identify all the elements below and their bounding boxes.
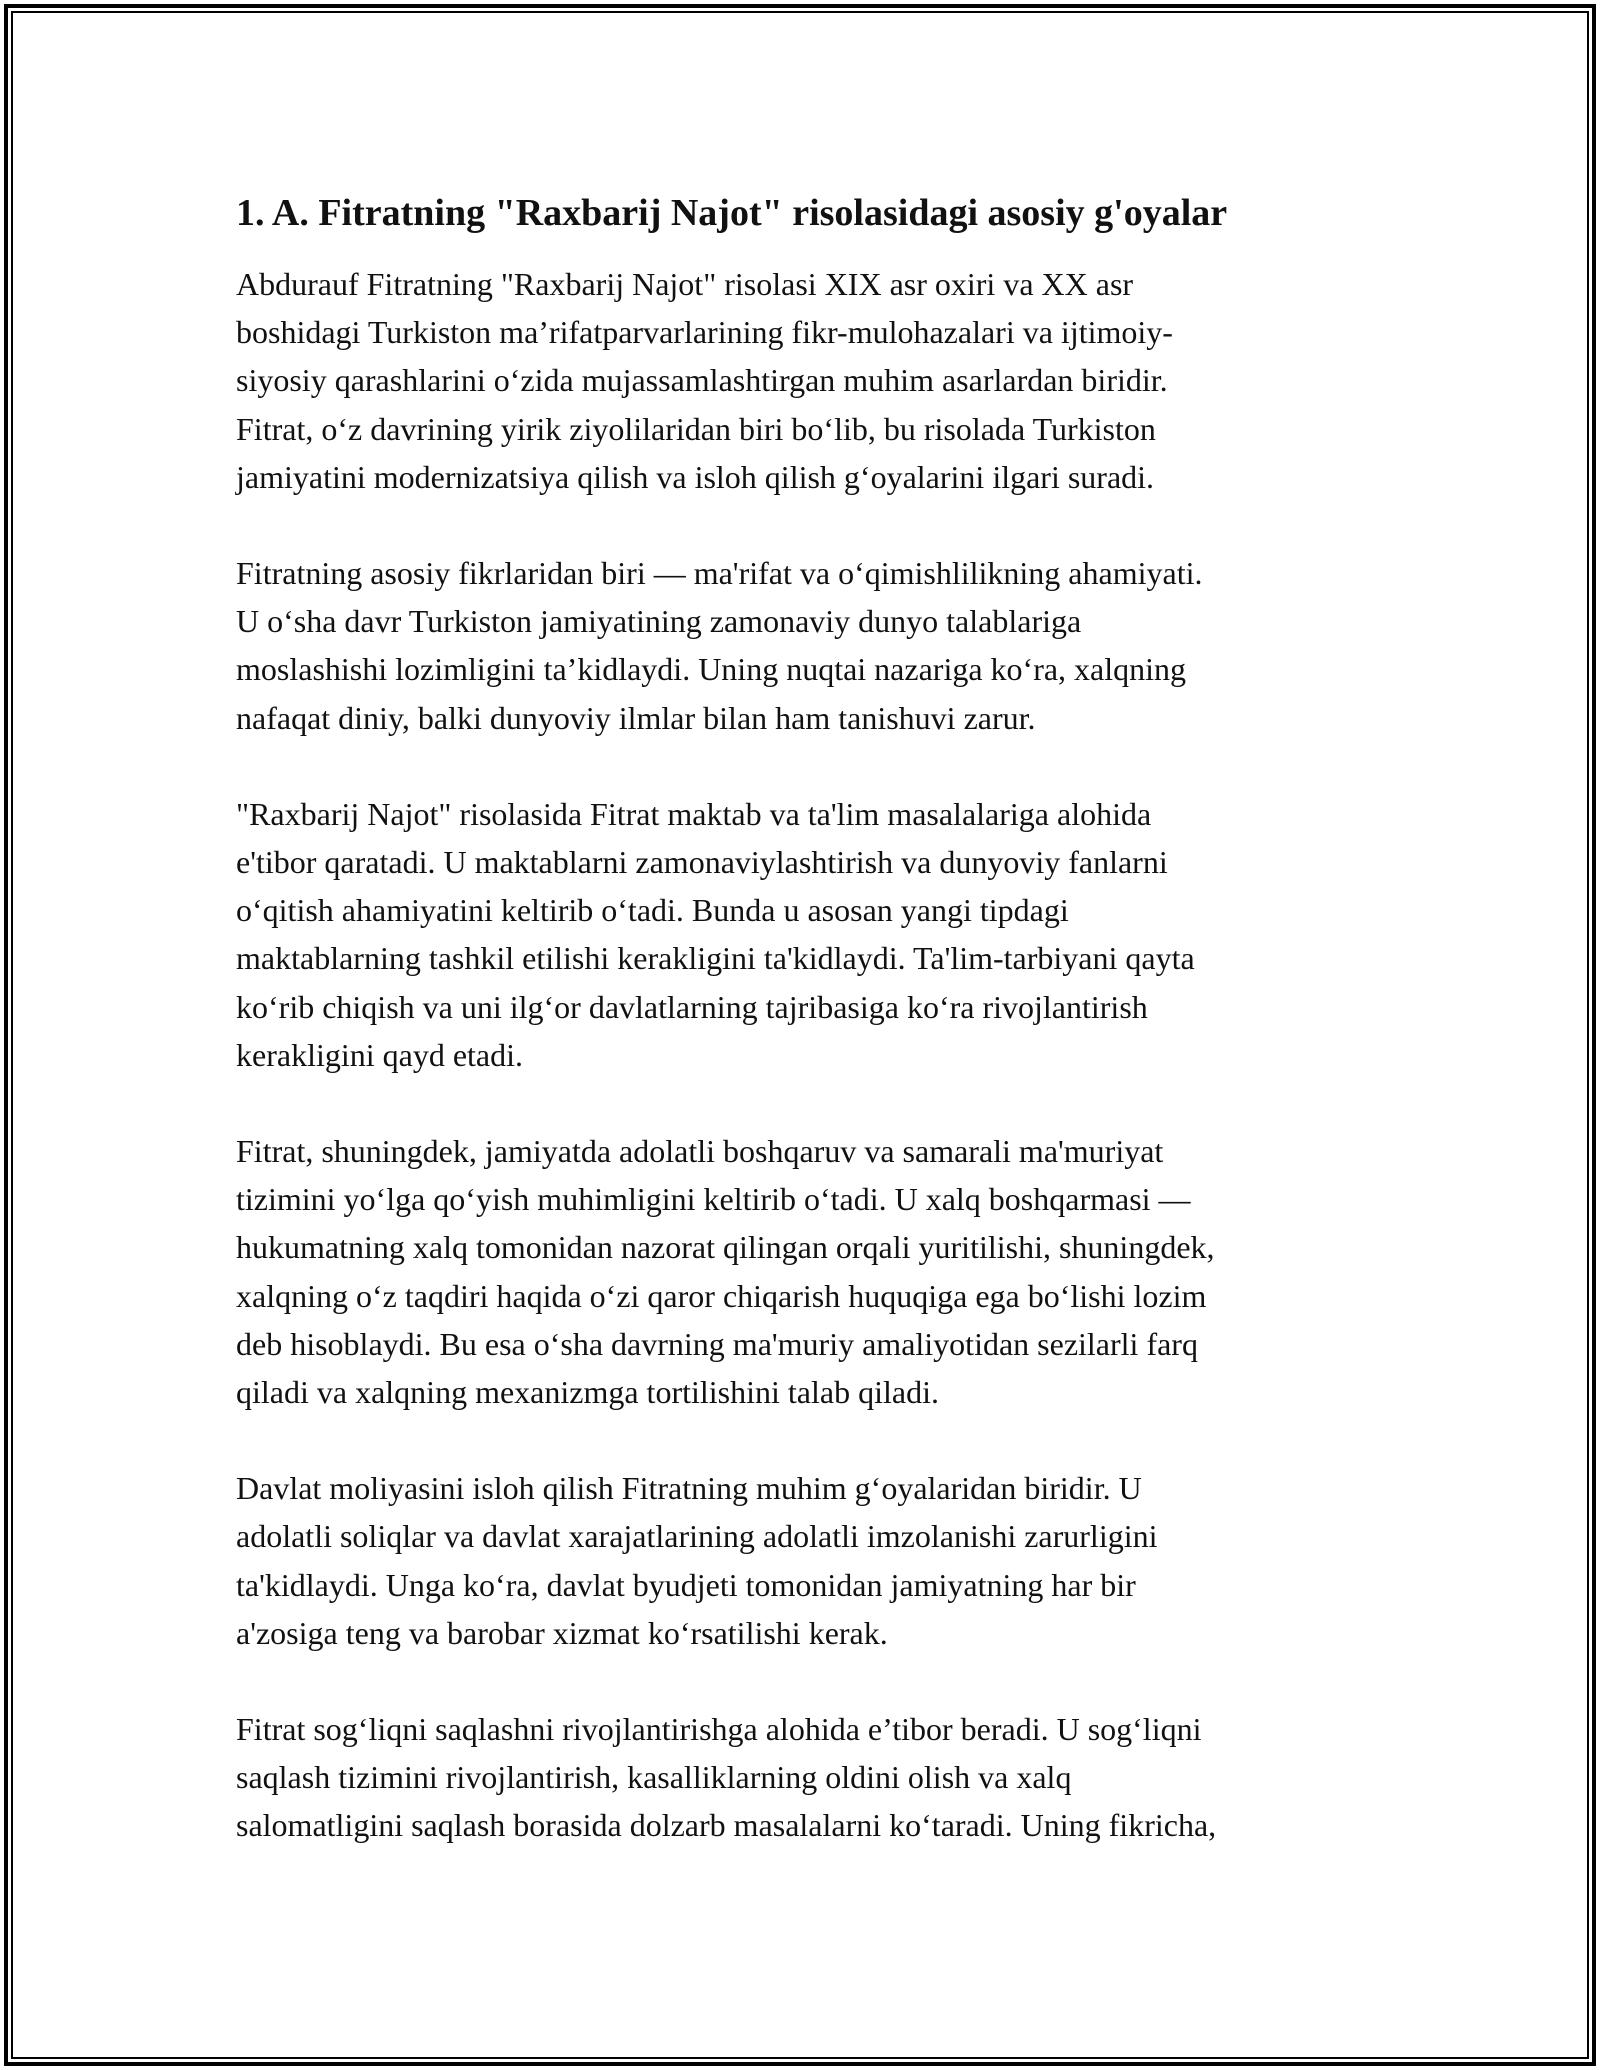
document-title: 1. A. Fitratning "Raxbarij Najot" risolasidagi asosiy g'oyalar bbox=[236, 192, 1228, 234]
paragraph-line: moslashishi lozimligini ta’kidlaydi. Uning nuqtai nazariga ko‘ra, xalqning bbox=[236, 651, 1187, 688]
paragraph-line: maktablarning tashkil etilishi kerakligini ta'kidlaydi. Ta'lim-tarbiyani qayta bbox=[236, 940, 1195, 977]
paragraph-line: e'tibor qaratadi. U maktablarni zamonaviylashtirish va dunyoviy fanlarni bbox=[236, 844, 1168, 881]
paragraph-line: adolatli soliqlar va davlat xarajatlarining adolatli imzolanishi zarurligini bbox=[236, 1518, 1158, 1555]
paragraph-line: salomatligini saqlash borasida dolzarb masalalarni ko‘taradi. Uning fikricha, bbox=[236, 1807, 1217, 1844]
paragraph-line: kerakligini qayd etadi. bbox=[236, 1036, 524, 1073]
paragraph-line: Fitratning asosiy fikrlaridan biri — ma'rifat va o‘qimishlilikning ahamiyati. bbox=[236, 555, 1203, 592]
paragraph-line: qiladi va xalqning mexanizmga tortilishini talab qiladi. bbox=[236, 1374, 939, 1411]
paragraph-line: Abdurauf Fitratning "Raxbarij Najot" risolasi XIX asr oxiri va XX asr bbox=[236, 266, 1134, 302]
paragraph-5 bbox=[236, 1464, 1376, 1657]
paragraph-line: tizimini yo‘lga qo‘yish muhimligini keltirib o‘tadi. U xalq boshqarmasi — bbox=[236, 1181, 1191, 1218]
paragraph-line: ko‘rib chiqish va uni ilg‘or davlatlarning tajribasiga ko‘ra rivojlantirish bbox=[236, 988, 1148, 1025]
paragraph-line: jamiyatini modernizatsiya qilish va isloh qilish g‘oyalarini ilgari suradi. bbox=[236, 458, 1155, 495]
paragraph-6 bbox=[236, 1705, 1376, 1850]
paragraph-line: boshidagi Turkiston ma’rifatparvarlarining fikr-mulohazalari va ijtimoiy- bbox=[236, 314, 1173, 351]
paragraph-line: nafaqat diniy, balki dunyoviy ilmlar bilan ham tanishuvi zarur. bbox=[236, 699, 1036, 736]
paragraph-line: o‘qitish ahamiyatini keltirib o‘tadi. Bunda u asosan yangi tipdagi bbox=[236, 892, 1069, 929]
paragraph-2 bbox=[236, 549, 1376, 742]
paragraph-line: saqlash tizimini rivojlantirish, kasalliklarning oldini olish va xalq bbox=[236, 1759, 1072, 1796]
paragraph-3 bbox=[236, 790, 1376, 1079]
paragraph-line: Fitrat sog‘liqni saqlashni rivojlantirishga alohida e’tibor beradi. U sog‘liqni bbox=[236, 1711, 1202, 1748]
paragraph-4 bbox=[236, 1127, 1376, 1416]
paragraph-line: "Raxbarij Najot" risolasida Fitrat maktab va ta'lim masalalariga alohida bbox=[236, 795, 1152, 832]
paragraph-line: Davlat moliyasini isloh qilish Fitratning muhim g‘oyalaridan biridir. U bbox=[236, 1470, 1142, 1507]
paragraph-1 bbox=[236, 260, 1376, 501]
paragraph-line: xalqning o‘z taqdiri haqida o‘zi qaror chiqarish huquqiga ega bo‘lishi lozim bbox=[236, 1277, 1207, 1314]
paragraph-line: hukumatning xalq tomonidan nazorat qilingan orqali yuritilishi, shuningdek, bbox=[236, 1229, 1215, 1266]
paragraph-line: a'zosiga teng va barobar xizmat ko‘rsatilishi kerak. bbox=[236, 1614, 888, 1651]
paragraph-line: U o‘sha davr Turkiston jamiyatining zamonaviy dunyo talablariga bbox=[236, 603, 1082, 640]
document-body bbox=[236, 190, 1376, 1898]
paragraph-line: ta'kidlaydi. Unga ko‘ra, davlat byudjeti tomonidan jamiyatning har bir bbox=[236, 1566, 1136, 1603]
paragraph-line: deb hisoblaydi. Bu esa o‘sha davrning ma'muriy amaliyotidan sezilarli farq bbox=[236, 1325, 1198, 1362]
paragraph-line: Fitrat, shuningdek, jamiyatda adolatli boshqaruv va samarali ma'muriyat bbox=[236, 1133, 1164, 1170]
paragraph-line: siyosiy qarashlarini o‘zida mujassamlashtirgan muhim asarlardan biridir. bbox=[236, 362, 1168, 399]
paragraph-line: Fitrat, o‘z davrining yirik ziyolilaridan biri bo‘lib, bu risolada Turkiston bbox=[236, 410, 1156, 447]
